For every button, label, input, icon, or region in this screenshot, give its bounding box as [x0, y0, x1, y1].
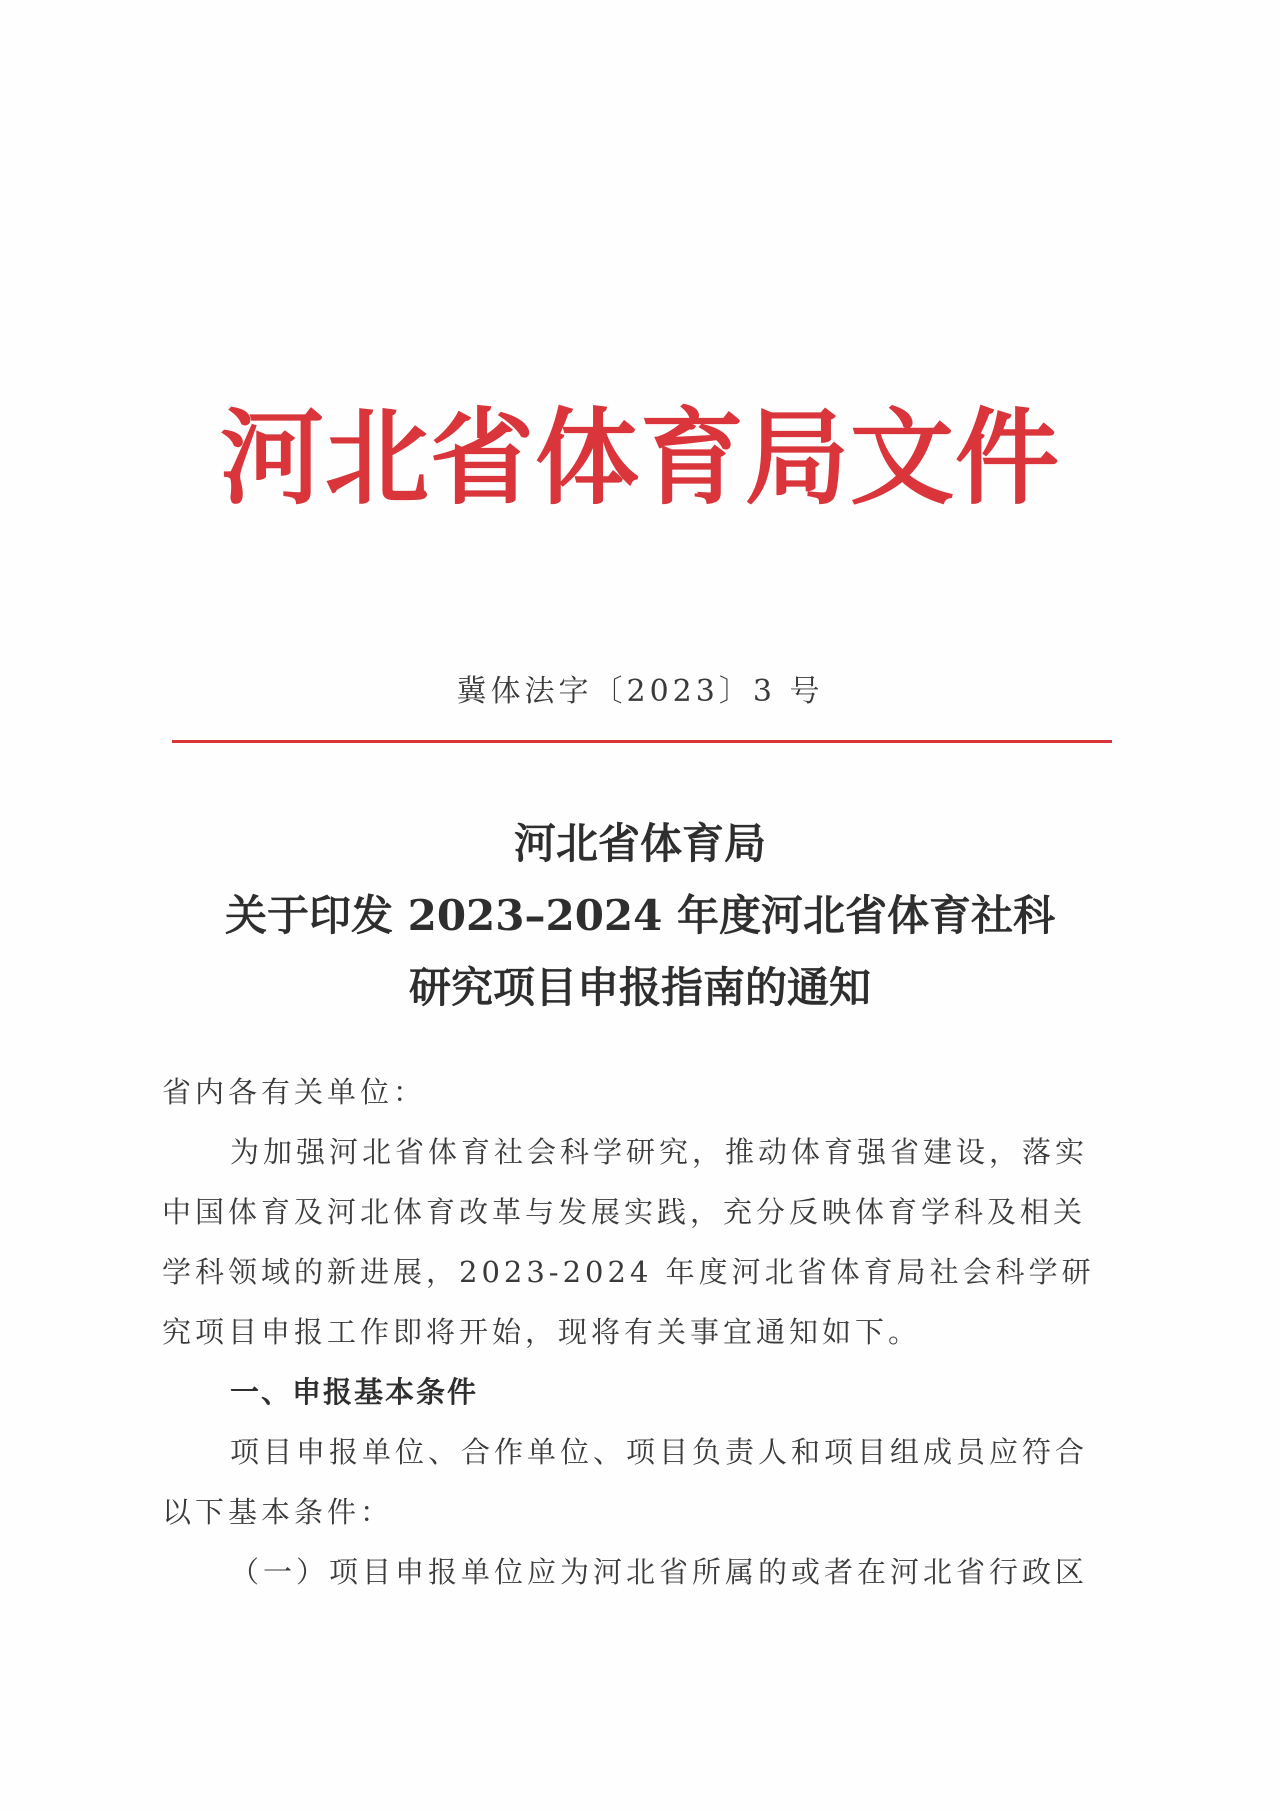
document-body — [162, 1062, 1100, 1602]
salutation: 省内各有关单位： — [162, 1075, 427, 1109]
red-divider-line — [172, 740, 1112, 743]
document-masthead: 河北省体育局文件 — [219, 396, 1060, 519]
title-line-3: 研究项目申报指南的通知 — [408, 963, 871, 1012]
section-1-heading: 一、申报基本条件 — [230, 1375, 479, 1409]
title-line-2: 关于印发 2023–2024 年度河北省体育社科 — [224, 891, 1056, 940]
title-line-1: 河北省体育局 — [513, 819, 766, 868]
section-1-paragraph: 项目申报单位、合作单位、项目负责人和项目组成员应符合以下基本条件： — [162, 1435, 1089, 1529]
document-number: 冀体法字〔2023〕3 号 — [456, 674, 824, 709]
item-1-paragraph: （一）项目申报单位应为河北省所属的或者在河北省行政区 — [230, 1555, 1089, 1589]
document-title — [0, 808, 1280, 1024]
intro-paragraph: 为加强河北省体育社会科学研究，推动体育强省建设，落实中国体育及河北体育改革与发展实践，充分反映体育学科及相关学科领域的新进展，2023-2024 年度河北省体育局社会科学研究项目申报工作即将开始，现将有关事宜通知如下。 — [162, 1135, 1095, 1349]
